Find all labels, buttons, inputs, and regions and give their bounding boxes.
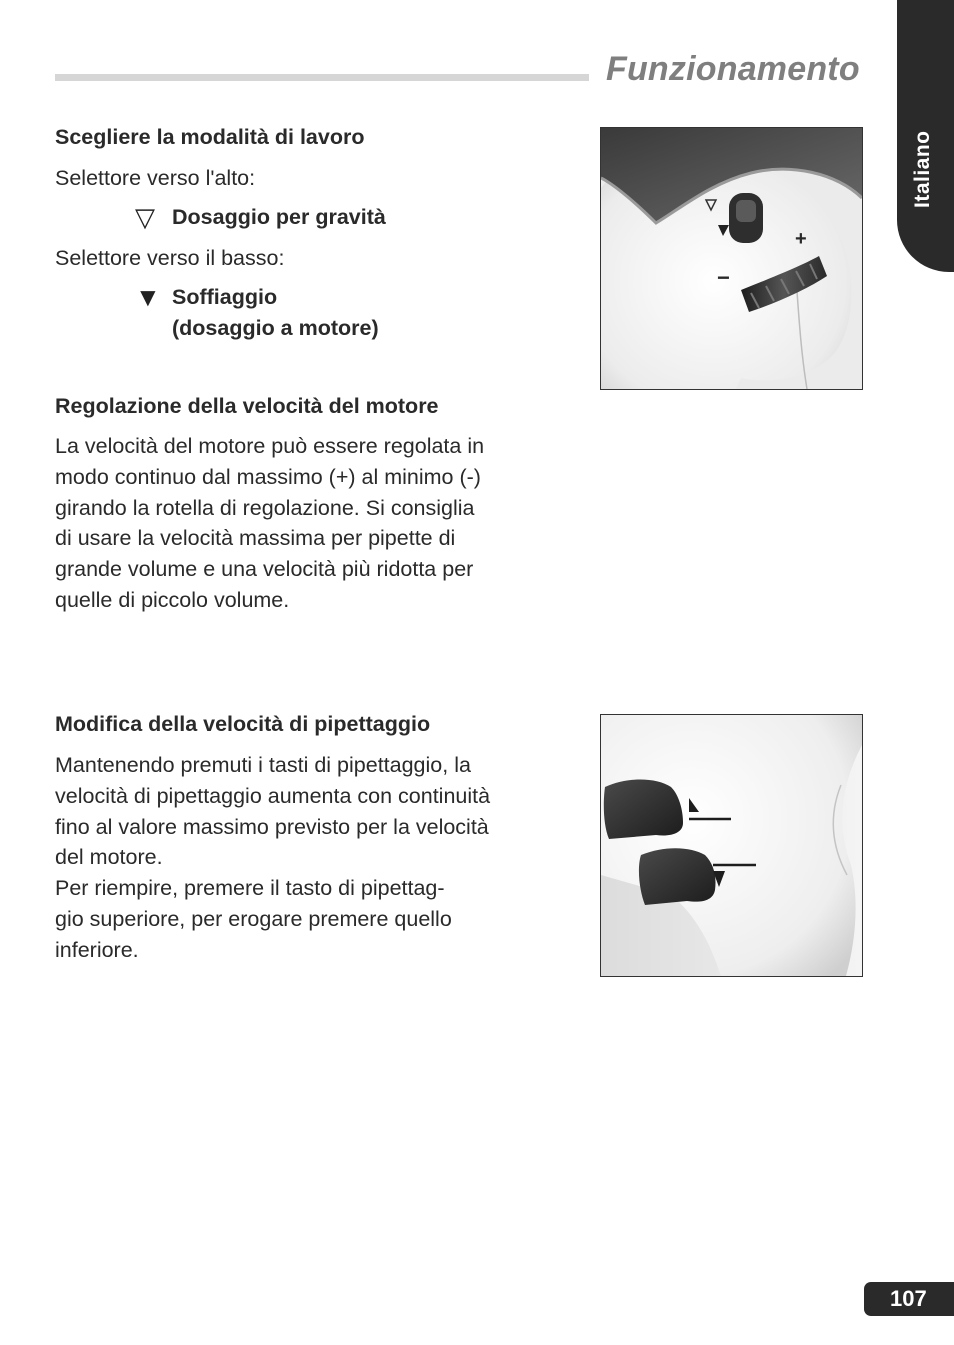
paragraph-line: Per riempire, premere il tasto di pipettag-: [55, 876, 445, 901]
paragraph-line: Mantenendo premuti i tasti di pipettaggio, la: [55, 753, 471, 777]
paragraph-line: di usare la velocità massima per pipette di: [55, 526, 456, 551]
minus-label: −: [717, 265, 730, 290]
header-rule: [55, 74, 589, 81]
paragraph-line: inferiore.: [55, 937, 139, 962]
photo-mode-selector: [600, 127, 863, 390]
option-blowout: [135, 282, 379, 344]
photo-pipetting-buttons-drawing: [601, 715, 862, 976]
section-heading-motor-speed: Regolazione della velocità del motore: [55, 394, 439, 418]
language-tab: [897, 0, 954, 272]
selector-down-text: Selettore verso il basso:: [55, 246, 285, 270]
section-heading-work-mode: Scegliere la modalità di lavoro: [55, 125, 365, 149]
pipetting-speed-paragraph: [55, 750, 565, 966]
option-gravity-dosing: [135, 202, 386, 233]
paragraph-line: modo continuo dal massimo (+) al minimo (-): [55, 464, 481, 489]
photo-pipetting-buttons: [600, 714, 863, 977]
option-blowout-label-2: (dosaggio a motore): [172, 316, 379, 340]
photo-mode-selector-drawing: [601, 128, 862, 389]
page-title: Funzionamento: [606, 50, 860, 88]
motor-speed-paragraph: [55, 431, 565, 616]
paragraph-line: girando la rotella di regolazione. Si consiglia: [55, 495, 475, 520]
selector-up-text: Selettore verso l'alto:: [55, 166, 256, 190]
paragraph-line: fino al valore massimo previsto per la velocità: [55, 814, 489, 839]
option-blowout-label-1: Soffiaggio: [172, 285, 278, 309]
paragraph-line: del motore.: [55, 845, 163, 870]
language-tab-label: Italiano: [911, 130, 934, 208]
paragraph-line: gio superiore, per erogare premere quello: [55, 906, 452, 931]
paragraph-line: velocità di pipettaggio aumenta con continuità: [55, 783, 491, 808]
page-number: 107: [864, 1282, 954, 1316]
option-gravity-label: Dosaggio per gravità: [172, 205, 386, 229]
triangle-down-outline-icon: ▽: [135, 202, 155, 232]
paragraph-line: grande volume e una velocità più ridotta per: [55, 557, 474, 582]
section-heading-pipetting-speed: Modifica della velocità di pipettaggio: [55, 712, 431, 736]
paragraph-line: La velocità del motore può essere regolata in: [55, 434, 485, 458]
plus-label: +: [795, 228, 807, 250]
paragraph-line: quelle di piccolo volume.: [55, 587, 290, 612]
triangle-down-filled-icon: ▼: [135, 282, 161, 312]
